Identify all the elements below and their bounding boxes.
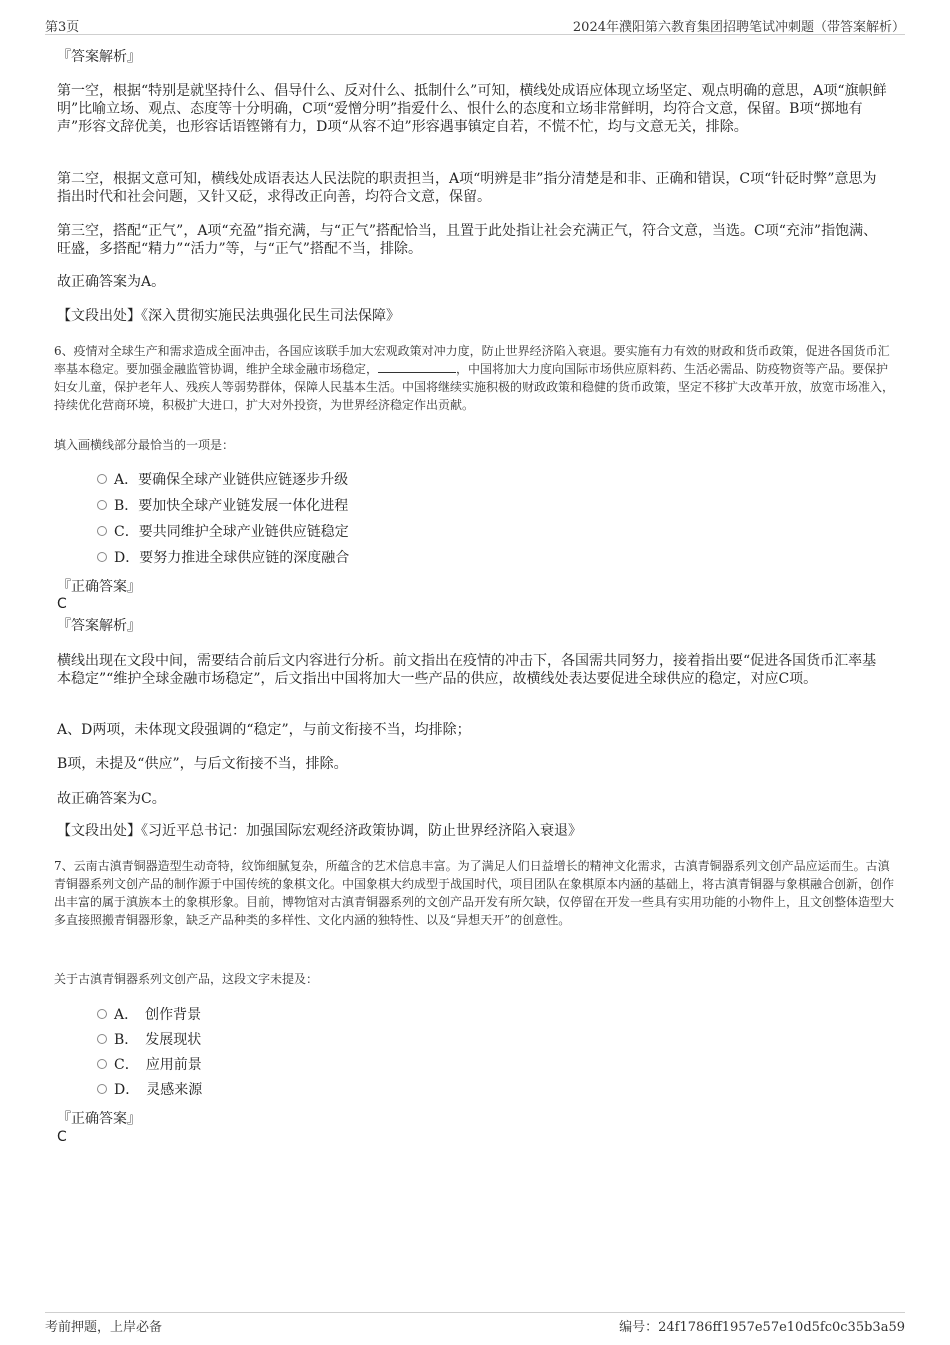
fill-blank-line <box>378 360 456 373</box>
q7-correct-answer: C <box>57 1129 67 1145</box>
q6-option-a[interactable]: A．要确保全球产业链供应链逐步升级 <box>97 470 348 490</box>
q6-analysis-para1: 横线出现在文段中间，需要结合前后文内容进行分析。前文指出在疫情的冲击下，各国需共同努力，接着指出要“促进各国货币汇率基本稳定”“维护全球金融市场稳定”，后文指出中国将加大一些产品的供应，故横线处表达要促进全球供应的稳定，对应C项。 <box>57 653 877 687</box>
q6-analysis-label: 『答案解析』 <box>57 618 141 634</box>
q5-source: 【文段出处】《深入贯彻实施民法典强化民生司法保障》 <box>57 308 400 324</box>
q6-conclusion: 故正确答案为C。 <box>57 791 166 807</box>
q5-analysis-para1: 第一空，根据“特别是就坚持什么、倡导什么、反对什么、抵制什么”可知，横线处成语应体现立场坚定、观点明确的意思，A项“旗帜鲜明”比喻立场、观点、态度等十分明确，C项“爱憎分明”指爱什么、恨什么的态度和立场非常鲜明，均符合文意，保留。B项“掷地有声”形容文辞优美，也形容话语铿锵有力，D项“从容不迫”形容遇事镇定自若，不慌不忙，均与文意无关，排除。 <box>57 83 887 135</box>
q5-analysis-para3: 第三空，搭配“正气”，A项“充盈”指充满，与“正气”搭配恰当，且置于此处指让社会充满正气，符合文意，当选。C项“充沛”指饱满、旺盛，多搭配“精力”“活力”等，与“正气”搭配不当，排除。 <box>57 223 878 257</box>
q7-stem: 7、云南古滇青铜器造型生动奇特，纹饰细腻复杂，所蕴含的艺术信息丰富。为了满足人们日益增长的精神文化需求，古滇青铜器系列文创产品应运而生。古滇青铜器系列文创产品的制作源于中国传统的象棋文化。中国象棋大约成型于战国时代，项目团队在象棋原本内涵的基础上，将古滇青铜器与象棋融合创新，创作出丰富的属于滇族本土的象棋形象。目前，博物馆对古滇青铜器系列的文创产品开发有所欠缺，仅停留在开发一些具有实用功能的小物件上，且文创整体造型大多直接照搬青铜器形象，缺乏产品种类的多样性、文化内涵的独特性、以及“异想天开”的创意性。 <box>54 859 895 927</box>
radio-icon[interactable] <box>97 1084 107 1094</box>
radio-icon[interactable] <box>97 526 107 536</box>
q6-stem-after: ，中国将加大力度向国际市场供应原料药、生活必需品、防疫物资等产品。要保护妇女儿童，保护老年人、残疾人等弱势群体，保障人民基本生活。中国将继续实施积极的财政政策和稳健的货币政策，坚定不移扩大改革开放，放宽市场准入，持续优化营商环境，积极扩大进口，扩大对外投资，为世界经济稳定作出贡献。 <box>54 362 895 412</box>
q6-stem <box>54 342 894 414</box>
q7-option-a[interactable]: A． 创作背景 <box>97 1005 201 1025</box>
footer-slogan: 考前押题，上岸必备 <box>45 1320 163 1335</box>
page-number: 第3页 <box>45 20 80 35</box>
q6-source: 【文段出处】《习近平总书记：加强国际宏观经济政策协调，防止世界经济陷入衰退》 <box>57 823 582 839</box>
q6-option-c[interactable]: C．要共同维护全球产业链供应链稳定 <box>97 522 349 542</box>
q6-correct-answer: C <box>57 596 67 612</box>
q5-conclusion: 故正确答案为A。 <box>57 274 166 290</box>
radio-icon[interactable] <box>97 500 107 510</box>
q6-correct-label: 『正确答案』 <box>57 579 141 595</box>
q7-option-b[interactable]: B． 发展现状 <box>97 1030 201 1050</box>
q7-option-c[interactable]: C． 应用前景 <box>97 1055 202 1075</box>
q6-analysis-para3: B项，未提及“供应”，与后文衔接不当，排除。 <box>57 756 348 772</box>
radio-icon[interactable] <box>97 1059 107 1069</box>
page-footer <box>45 1312 905 1335</box>
radio-icon[interactable] <box>97 1034 107 1044</box>
q6-stem-before: 6、疫情对全球生产和需求造成全面冲击，各国应该联手加大宏观政策对冲力度，防止世界经济陷入衰退。要实施有力有效的财政和货币政策，促进各国货币汇率基本稳定。要加强金融监管协调，维护全球金融市场稳定， <box>54 344 890 376</box>
q6-option-d[interactable]: D．要努力推进全球供应链的深度融合 <box>97 548 349 568</box>
q6-analysis-para2: A、D两项，未体现文段强调的“稳定”，与前文衔接不当，均排除； <box>57 722 471 738</box>
q6-prompt: 填入画横线部分最恰当的一项是： <box>54 438 235 452</box>
radio-icon[interactable] <box>97 552 107 562</box>
radio-icon[interactable] <box>97 474 107 484</box>
q5-analysis-label: 『答案解析』 <box>57 49 141 65</box>
q7-option-d[interactable]: D． 灵感来源 <box>97 1080 202 1100</box>
q7-prompt: 关于古滇青铜器系列文创产品，这段文字未提及： <box>54 972 319 986</box>
q6-option-b[interactable]: B．要加快全球产业链发展一体化进程 <box>97 496 348 516</box>
radio-icon[interactable] <box>97 1009 107 1019</box>
q7-correct-label: 『正确答案』 <box>57 1111 141 1127</box>
q5-analysis-para2: 第二空，根据文意可知，横线处成语表达人民法院的职责担当，A项“明辨是非”指分清楚是和非、正确和错误，C项“针砭时弊”意思为指出时代和社会问题，又针又砭，求得改正向善，均符合文意，保留。 <box>57 171 877 205</box>
document-title: 2024年濮阳第六教育集团招聘笔试冲刺题（带答案解析） <box>572 20 905 35</box>
footer-serial: 编号：24f1786ff1957e57e10d5fc0c35b3a59 <box>619 1320 905 1335</box>
page-header <box>45 14 905 35</box>
